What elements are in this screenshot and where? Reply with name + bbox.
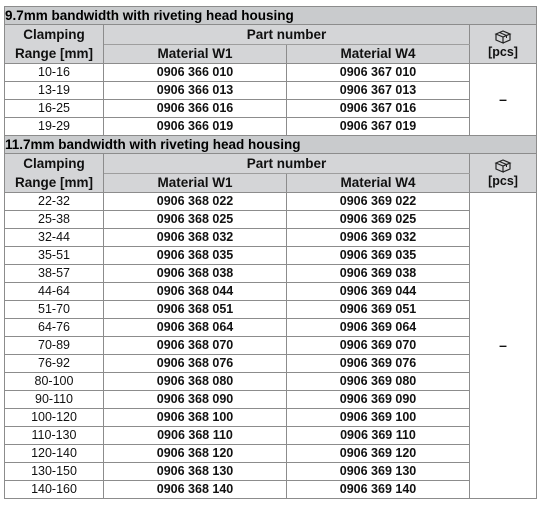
clamping-label: Clamping xyxy=(23,27,85,42)
table-row xyxy=(5,445,537,463)
material-w1-part-cell: 0906 366 010 xyxy=(104,64,287,82)
pcs-header xyxy=(470,154,537,193)
clamping-range-cell: 100-120 xyxy=(5,409,104,427)
section-title: 11.7mm bandwidth with riveting head housing xyxy=(5,136,537,154)
material-w4-part-cell: 0906 367 013 xyxy=(287,82,470,100)
table-row xyxy=(5,427,537,445)
clamping-range-cell: 90-110 xyxy=(5,391,104,409)
clamping-range-cell: 64-76 xyxy=(5,319,104,337)
part-number-header: Part number xyxy=(104,25,470,45)
material-w4-part-cell: 0906 369 090 xyxy=(287,391,470,409)
material-w1-part-cell: 0906 368 076 xyxy=(104,355,287,373)
table-row xyxy=(5,118,537,136)
clamping-range-cell: 16-25 xyxy=(5,100,104,118)
clamping-range-cell: 80-100 xyxy=(5,373,104,391)
material-w4-part-cell: 0906 369 022 xyxy=(287,193,470,211)
material-w1-part-cell: 0906 368 120 xyxy=(104,445,287,463)
material-w1-part-cell: 0906 368 140 xyxy=(104,481,287,499)
material-w1-header: Material W1 xyxy=(104,173,287,193)
table-row xyxy=(5,100,537,118)
box-package-icon xyxy=(494,29,512,45)
pcs-value-cell: – xyxy=(470,64,537,136)
material-w1-part-cell: 0906 368 025 xyxy=(104,211,287,229)
material-w1-part-cell: 0906 368 051 xyxy=(104,301,287,319)
clamping-range-cell: 51-70 xyxy=(5,301,104,319)
material-w1-part-cell: 0906 368 070 xyxy=(104,337,287,355)
table-row xyxy=(5,373,537,391)
range-label: Range [mm] xyxy=(14,175,93,190)
material-w4-part-cell: 0906 369 140 xyxy=(287,481,470,499)
table-row xyxy=(5,265,537,283)
material-w1-part-cell: 0906 368 130 xyxy=(104,463,287,481)
clamping-range-cell: 44-64 xyxy=(5,283,104,301)
range-label: Range [mm] xyxy=(14,46,93,61)
pcs-value-cell: – xyxy=(470,193,537,499)
material-w1-part-cell: 0906 368 100 xyxy=(104,409,287,427)
clamping-range-cell: 22-32 xyxy=(5,193,104,211)
material-w1-part-cell: 0906 368 038 xyxy=(104,265,287,283)
material-w4-part-cell: 0906 369 130 xyxy=(287,463,470,481)
table-row xyxy=(5,391,537,409)
material-w4-part-cell: 0906 369 035 xyxy=(287,247,470,265)
material-w1-part-cell: 0906 368 035 xyxy=(104,247,287,265)
table-row xyxy=(5,301,537,319)
clamping-range-cell: 10-16 xyxy=(5,64,104,82)
material-w4-part-cell: 0906 369 032 xyxy=(287,229,470,247)
table-row xyxy=(5,82,537,100)
clamping-range-cell: 120-140 xyxy=(5,445,104,463)
table-row xyxy=(5,337,537,355)
table-row xyxy=(5,283,537,301)
table-row xyxy=(5,355,537,373)
table-row xyxy=(5,463,537,481)
material-w4-part-cell: 0906 367 019 xyxy=(287,118,470,136)
clamping-range-cell: 32-44 xyxy=(5,229,104,247)
material-w1-part-cell: 0906 366 016 xyxy=(104,100,287,118)
box-package-icon xyxy=(494,158,512,174)
clamping-range-header xyxy=(5,154,104,193)
material-w4-part-cell: 0906 369 038 xyxy=(287,265,470,283)
material-w1-part-cell: 0906 368 032 xyxy=(104,229,287,247)
material-w4-part-cell: 0906 367 010 xyxy=(287,64,470,82)
pcs-header xyxy=(470,25,537,64)
table-row xyxy=(5,319,537,337)
clamping-range-cell: 140-160 xyxy=(5,481,104,499)
material-w1-header: Material W1 xyxy=(104,44,287,64)
material-w1-part-cell: 0906 368 090 xyxy=(104,391,287,409)
material-w4-part-cell: 0906 369 025 xyxy=(287,211,470,229)
material-w1-part-cell: 0906 368 080 xyxy=(104,373,287,391)
clamping-range-cell: 19-29 xyxy=(5,118,104,136)
material-w4-part-cell: 0906 369 100 xyxy=(287,409,470,427)
material-w4-part-cell: 0906 369 044 xyxy=(287,283,470,301)
material-w4-part-cell: 0906 369 110 xyxy=(287,427,470,445)
material-w4-part-cell: 0906 367 016 xyxy=(287,100,470,118)
clamping-range-cell: 70-89 xyxy=(5,337,104,355)
clamping-range-header xyxy=(5,25,104,64)
material-w4-part-cell: 0906 369 080 xyxy=(287,373,470,391)
clamping-range-cell: 13-19 xyxy=(5,82,104,100)
clamping-range-cell: 25-38 xyxy=(5,211,104,229)
material-w4-header: Material W4 xyxy=(287,44,470,64)
table-row xyxy=(5,64,537,82)
section-title: 9.7mm bandwidth with riveting head housing xyxy=(5,7,537,25)
clamping-range-cell: 110-130 xyxy=(5,427,104,445)
material-w4-part-cell: 0906 369 120 xyxy=(287,445,470,463)
material-w4-part-cell: 0906 369 076 xyxy=(287,355,470,373)
pcs-label: [pcs] xyxy=(488,173,518,188)
clamping-range-cell: 38-57 xyxy=(5,265,104,283)
spec-table xyxy=(4,6,537,499)
material-w1-part-cell: 0906 368 064 xyxy=(104,319,287,337)
material-w1-part-cell: 0906 368 044 xyxy=(104,283,287,301)
section-title-row xyxy=(5,7,537,25)
header-row xyxy=(5,25,537,45)
material-w1-part-cell: 0906 368 110 xyxy=(104,427,287,445)
clamping-label: Clamping xyxy=(23,156,85,171)
section-title-row xyxy=(5,136,537,154)
part-number-header: Part number xyxy=(104,154,470,174)
table-row xyxy=(5,409,537,427)
table-row xyxy=(5,229,537,247)
clamping-range-cell: 76-92 xyxy=(5,355,104,373)
table-row xyxy=(5,193,537,211)
part-number-tables xyxy=(4,6,536,499)
material-w1-part-cell: 0906 368 022 xyxy=(104,193,287,211)
table-row xyxy=(5,481,537,499)
table-row xyxy=(5,247,537,265)
clamping-range-cell: 35-51 xyxy=(5,247,104,265)
header-row xyxy=(5,154,537,174)
material-w1-part-cell: 0906 366 013 xyxy=(104,82,287,100)
material-w1-part-cell: 0906 366 019 xyxy=(104,118,287,136)
table-row xyxy=(5,211,537,229)
material-w4-part-cell: 0906 369 051 xyxy=(287,301,470,319)
material-w4-part-cell: 0906 369 064 xyxy=(287,319,470,337)
material-w4-part-cell: 0906 369 070 xyxy=(287,337,470,355)
material-w4-header: Material W4 xyxy=(287,173,470,193)
pcs-label: [pcs] xyxy=(488,44,518,59)
clamping-range-cell: 130-150 xyxy=(5,463,104,481)
